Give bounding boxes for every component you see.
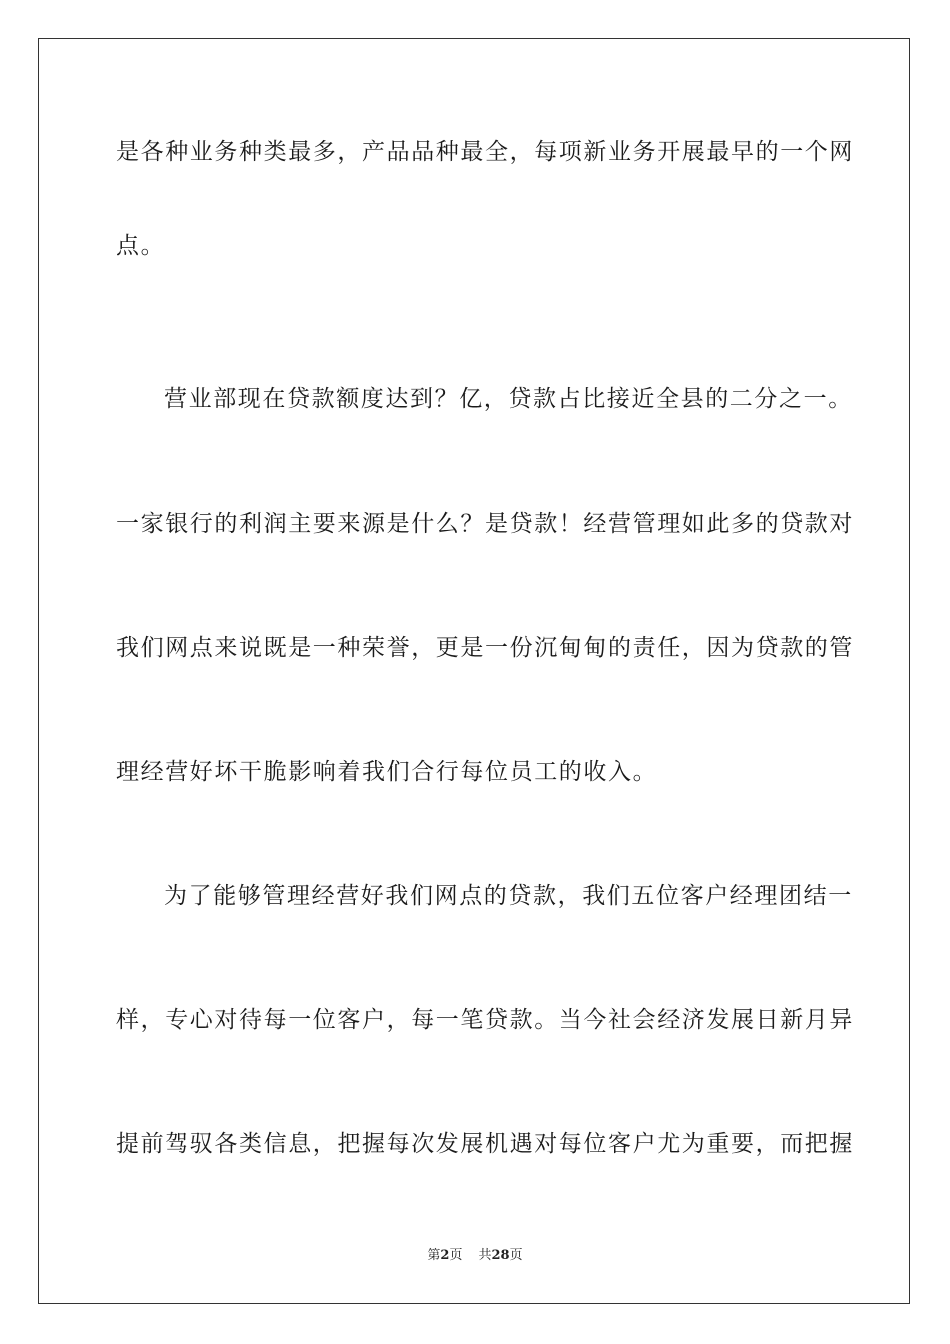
body-text-line: 点。: [116, 233, 166, 259]
body-text-line: 是各种业务种类最多，产品品种最全，每项新业务开展最早的一个网: [116, 139, 854, 165]
body-text-line: 我们网点来说既是一种荣誉，更是一份沉甸甸的责任，因为贷款的管: [116, 635, 854, 661]
body-text-line: 理经营好坏干脆影响着我们合行每位员工的收入。: [116, 759, 658, 785]
paragraph-first-line: 营业部现在贷款额度达到？亿，贷款占比接近全县的二分之一。: [164, 386, 853, 412]
page-footer: [0, 1247, 950, 1265]
body-text-line: 样，专心对待每一位客户，每一笔贷款。当今社会经济发展日新月异: [116, 1007, 854, 1033]
body-text-line: 提前驾驭各类信息，把握每次发展机遇对每位客户尤为重要，而把握: [116, 1131, 854, 1157]
paragraph-first-line: 为了能够管理经营好我们网点的贷款，我们五位客户经理团结一: [164, 883, 853, 909]
total-pages-label: 共28页: [478, 1248, 523, 1263]
page-number-label: 第2页: [427, 1248, 463, 1263]
body-text-line: 一家银行的利润主要来源是什么？是贷款！经营管理如此多的贷款对: [116, 511, 854, 537]
